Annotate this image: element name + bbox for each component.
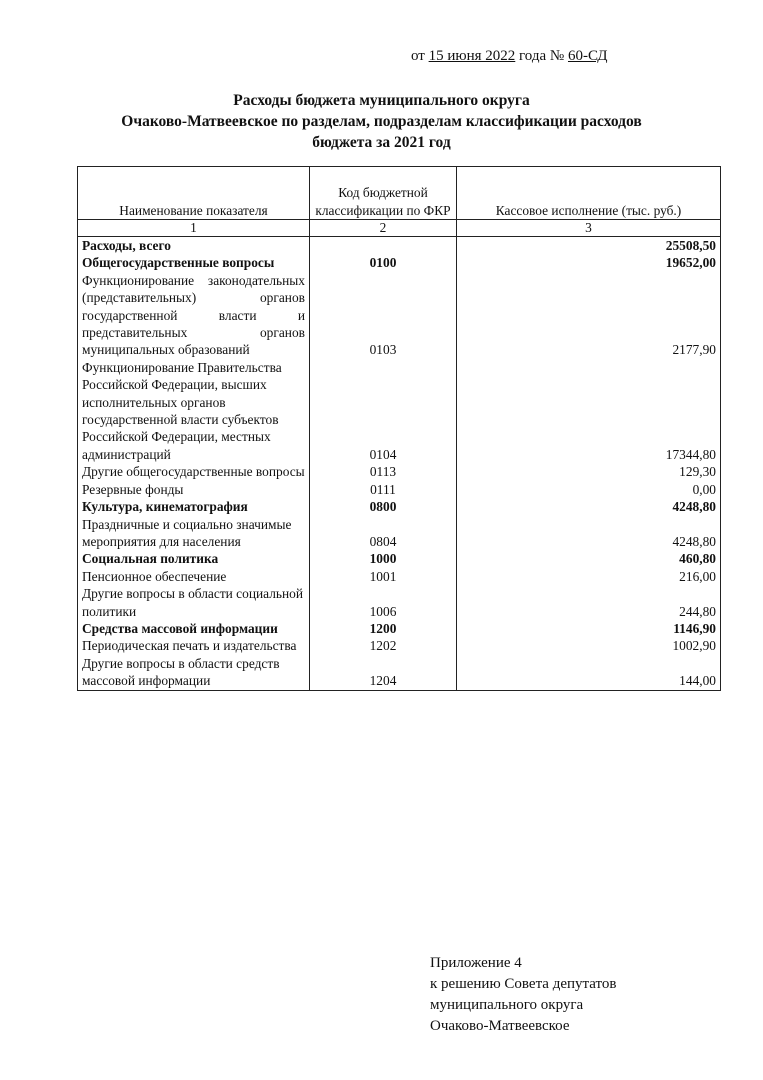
table-header-row bbox=[78, 167, 721, 220]
row-name: Общегосударственные вопросы bbox=[78, 254, 310, 271]
row-code bbox=[310, 237, 457, 255]
table-row bbox=[78, 637, 721, 654]
title-line: Расходы бюджета муниципального округа bbox=[233, 92, 530, 109]
row-name: Социальная политика bbox=[78, 550, 310, 567]
column-number: 3 bbox=[457, 220, 721, 237]
row-value: 1002,90 bbox=[457, 637, 721, 654]
table-row bbox=[78, 498, 721, 515]
table-row bbox=[78, 568, 721, 585]
ref-prefix: от bbox=[411, 48, 425, 64]
appendix-line: Очаково-Матвеевское bbox=[430, 1018, 570, 1034]
appendix-line: Приложение 4 bbox=[430, 955, 522, 971]
row-code: 1204 bbox=[310, 655, 457, 690]
row-name: Культура, кинематография bbox=[78, 498, 310, 515]
row-code: 0111 bbox=[310, 481, 457, 498]
row-value: 17344,80 bbox=[457, 359, 721, 463]
ref-date: 15 июня 2022 bbox=[428, 48, 516, 64]
row-code: 0800 bbox=[310, 498, 457, 515]
title-line: Очаково-Матвеевское по разделам, подразделам классификации расходов bbox=[121, 113, 642, 130]
table-row bbox=[78, 463, 721, 480]
row-name: Средства массовой информации bbox=[78, 620, 310, 637]
row-value: 4248,80 bbox=[457, 498, 721, 515]
table-column-numbers-row bbox=[78, 220, 721, 237]
row-code: 1202 bbox=[310, 637, 457, 654]
row-value: 0,00 bbox=[457, 481, 721, 498]
row-code: 1006 bbox=[310, 585, 457, 620]
row-value: 216,00 bbox=[457, 568, 721, 585]
row-value: 4248,80 bbox=[457, 516, 721, 551]
ref-number: 60-СД bbox=[567, 48, 608, 64]
table-row bbox=[78, 516, 721, 551]
row-name: Другие вопросы в области социальной политики bbox=[78, 585, 310, 620]
table-row bbox=[78, 550, 721, 567]
decision-reference bbox=[411, 48, 607, 65]
table-row bbox=[78, 655, 721, 690]
row-code: 0804 bbox=[310, 516, 457, 551]
table-row bbox=[78, 237, 721, 255]
row-code: 1000 bbox=[310, 550, 457, 567]
budget-table bbox=[77, 166, 721, 691]
table-row bbox=[78, 254, 721, 271]
row-value: 25508,50 bbox=[457, 237, 721, 255]
row-name: Другие общегосударственные вопросы bbox=[78, 463, 310, 480]
appendix-line: к решению Совета депутатов bbox=[430, 976, 617, 992]
row-name: Периодическая печать и издательства bbox=[78, 637, 310, 654]
row-value: 19652,00 bbox=[457, 254, 721, 271]
row-value: 129,30 bbox=[457, 463, 721, 480]
column-header-value: Кассовое исполнение (тыс. руб.) bbox=[457, 167, 721, 220]
row-name: Функционирование законодательных (представительных) органов государственной власти и представительных органов муниципальных образований bbox=[78, 272, 310, 359]
row-code: 1001 bbox=[310, 568, 457, 585]
table-row bbox=[78, 272, 721, 359]
title-line: бюджета за 2021 год bbox=[312, 134, 451, 151]
row-code: 1200 bbox=[310, 620, 457, 637]
row-name: Расходы, всего bbox=[78, 237, 310, 255]
document-title bbox=[60, 90, 703, 153]
row-code: 0113 bbox=[310, 463, 457, 480]
ref-mid: года № bbox=[519, 48, 565, 64]
row-code: 0100 bbox=[310, 254, 457, 271]
row-name: Резервные фонды bbox=[78, 481, 310, 498]
row-name: Другие вопросы в области средств массовой информации bbox=[78, 655, 310, 690]
row-value: 244,80 bbox=[457, 585, 721, 620]
column-header-code: Код бюджетной классификации по ФКР bbox=[310, 167, 457, 220]
table-row bbox=[78, 620, 721, 637]
row-value: 2177,90 bbox=[457, 272, 721, 359]
table-row bbox=[78, 585, 721, 620]
row-code: 0103 bbox=[310, 272, 457, 359]
row-value: 460,80 bbox=[457, 550, 721, 567]
row-name: Пенсионное обеспечение bbox=[78, 568, 310, 585]
table-row bbox=[78, 359, 721, 463]
row-name: Функционирование Правительства Российской Федерации, высших исполнительных органов государственной власти субъектов Российской Федерации, местных администраций bbox=[78, 359, 310, 463]
appendix-line: муниципального округа bbox=[430, 997, 584, 1013]
column-header-name: Наименование показателя bbox=[78, 167, 310, 220]
row-value: 1146,90 bbox=[457, 620, 721, 637]
row-name: Праздничные и социально значимые мероприятия для населения bbox=[78, 516, 310, 551]
column-number: 1 bbox=[78, 220, 310, 237]
table-row bbox=[78, 481, 721, 498]
row-value: 144,00 bbox=[457, 655, 721, 690]
row-code: 0104 bbox=[310, 359, 457, 463]
appendix-note bbox=[430, 953, 616, 1037]
column-number: 2 bbox=[310, 220, 457, 237]
